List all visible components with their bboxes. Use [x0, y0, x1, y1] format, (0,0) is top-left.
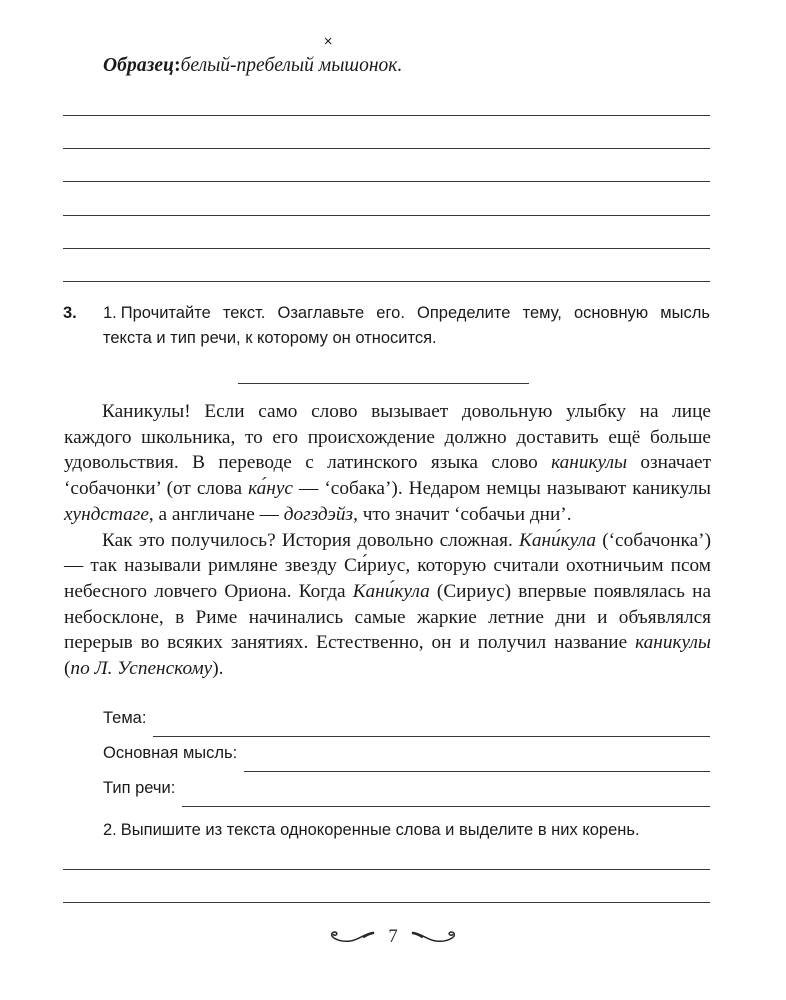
- exercise-instruction: Прочитайте текст. Озаглавьте его. Определите тему, основную мысль текста и тип речи, к которому он относится.: [103, 304, 710, 347]
- field-input-osnovnaya-mysl[interactable]: [244, 771, 710, 772]
- flourish-right-icon: [411, 929, 457, 945]
- writing-line[interactable]: [63, 869, 710, 870]
- article-run: , что значит ‘собачьи дни’.: [353, 503, 572, 525]
- article-term: Кани́кула: [519, 529, 597, 551]
- subtask-subnumber: 2.: [103, 821, 117, 839]
- article-paragraph: [64, 528, 711, 682]
- sample-text-after: .: [397, 55, 403, 76]
- article-term: догздэйз: [283, 503, 354, 525]
- article-run: , а англичане —: [148, 503, 284, 525]
- writing-line[interactable]: [63, 181, 710, 182]
- exercise-3: [63, 301, 710, 351]
- sample-label: Образец: [103, 55, 175, 76]
- field-label: Тема:: [103, 709, 147, 727]
- exercise-subnumber: 1.: [103, 304, 117, 322]
- article-term: каникулы: [635, 632, 711, 654]
- article-run: означает ‘собачонки’ (от слова: [64, 452, 712, 500]
- sample-line: [103, 33, 403, 77]
- field-input-tema[interactable]: [153, 736, 710, 737]
- article-run: Как это получилось? История довольно сложная.: [102, 529, 520, 551]
- article-term: ка́нус: [248, 478, 293, 500]
- flourish-left-icon: [329, 929, 375, 945]
- article-run: Каникулы! Если само слово вызывает довольную улыбку на лице каждого школьника, то его происхождение должно доставить ещё больше удовольствия. В переводе с латинского языка слово: [64, 401, 711, 474]
- article-paragraph: [64, 399, 711, 528]
- field-row-tema: [103, 709, 710, 744]
- writing-line[interactable]: [63, 115, 710, 116]
- page-number: 7: [388, 927, 398, 947]
- article-term: хундстаге: [64, 503, 149, 525]
- writing-line[interactable]: [63, 215, 710, 216]
- article-term: по Л. Успенскому: [70, 658, 213, 680]
- article-run: (Сириус) впервые появлялась на небосклоне, в Риме начинались самые жаркие летние дни и объявлялся перерыв во всяких занятиях. Естественно, он и получил название: [64, 580, 711, 654]
- writing-line[interactable]: [63, 148, 710, 149]
- title-answer-line[interactable]: [238, 383, 529, 384]
- field-row-osnovnaya-mysl: [103, 744, 710, 779]
- writing-line[interactable]: [63, 281, 710, 282]
- sample-text-before: белый-пребелый: [180, 55, 319, 76]
- article-text: [64, 399, 711, 682]
- article-run: ).: [212, 658, 224, 680]
- field-label: Основная мысль:: [103, 744, 238, 762]
- answer-fields: [103, 709, 710, 814]
- root-mark-icon: ×: [323, 33, 333, 50]
- subtask-2: [103, 818, 710, 842]
- field-label: Тип речи:: [103, 779, 176, 797]
- field-input-tip-rechi[interactable]: [182, 806, 710, 807]
- exercise-number: 3.: [63, 304, 77, 322]
- subtask-instruction: Выпишите из текста однокоренные слова и выделите в них корень.: [120, 821, 640, 839]
- article-term: каникулы: [551, 452, 628, 474]
- article-term: Кани́кула: [352, 580, 430, 602]
- article-run: (: [64, 658, 71, 680]
- article-run: — ‘собака’). Недаром немцы называют каникулы: [293, 478, 712, 500]
- field-row-tip-rechi: [103, 779, 710, 814]
- writing-line[interactable]: [63, 248, 710, 249]
- writing-line[interactable]: [63, 902, 710, 903]
- sample-marked-word-text: мышонок: [318, 55, 398, 76]
- article-run: (‘собачонка’) — так называли римляне звезду Си́риус, которую считали охотничьим псом небесного ловчего Ориона. Когда: [64, 529, 711, 602]
- page-footer: [0, 924, 786, 952]
- sample-marked-word: [318, 33, 398, 77]
- sample-colon: :: [174, 55, 181, 76]
- exercise-instruction-block: [103, 301, 710, 351]
